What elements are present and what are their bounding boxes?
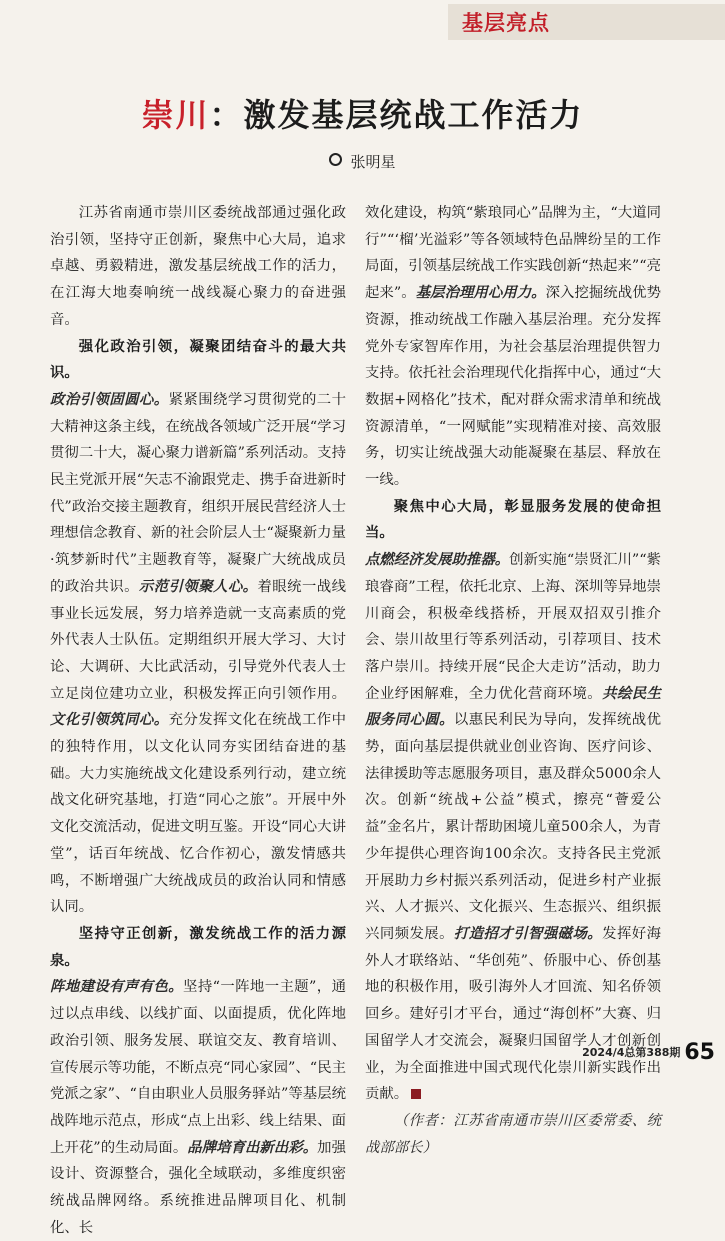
text-1-1: 紧紧围绕学习贯彻党的二十大精神这条主线，在统战各领域广泛开展“学习贯彻二十大，凝心聚力谱新篇”系列活动。支持民主党派开展“矢志不渝跟党走、携手奋进新时代”政治交接主题教育，组织开展民营经济人士理想信念教育、新的社会阶层人士“凝聚新力量·筑梦新时代”主题教育等，凝聚广大统战成员的政治共识。 (50, 391, 346, 595)
subhead-1-1: 政治引领固圆心。 (50, 390, 169, 408)
page-footer (582, 1040, 715, 1065)
author-line (0, 151, 725, 172)
text-3-2: 以惠民利民为导向，发挥统战优势，面向基层提供就业创业咨询、医疗问诊、法律援助等志愿服务项目，惠及群众5000余人次。创新“统战+公益”模式，擦亮“薈爱公益”金名片，累计帮助困境儿童500余人，为青少年提供心理咨询100余次。支持各民主党派开展助力乡村振兴系列活动，促进乡村产业振兴、人才振兴、文化振兴、生态振兴、组织振兴同频发展。 (365, 712, 661, 942)
subhead-3-2: 共绘民生服务同心圆。 (365, 684, 661, 729)
subhead-1-2: 示范引领聚人心。 (138, 577, 258, 595)
page-number: 65 (684, 1040, 715, 1065)
subhead-3-3: 打造招才引智强磁场。 (453, 924, 603, 942)
section-2-continued (365, 200, 661, 494)
end-square-icon (411, 1089, 421, 1099)
subhead-2-2: 品牌培育出新出彩。 (187, 1138, 318, 1156)
author-name: 张明星 (350, 153, 396, 171)
subhead-2-3: 基层治理用心用力。 (415, 284, 546, 302)
section-3-body (365, 547, 661, 1108)
section-heading-1: 强化政治引领，凝聚团结奋斗的最大共识。 (50, 337, 346, 382)
title-colon: ： (209, 96, 244, 134)
text-3-3: 发挥好海外人才联络站、“华创苑”、侨服中心、侨创基地的积极作用，吸引海外人才回流、知名侨领回乡。建好引才平台，通过“海创杯”大赛、归国留学人才交流会，凝聚归国留学人才创新创业，为全面推进中国式现代化崇川新实践作出贡献。 (365, 925, 661, 1103)
title-rest: 激发基层统战工作活力 (243, 96, 584, 134)
author-marker-icon (329, 153, 342, 166)
text-2-2: 加强设计、资源整合，强化全域联动，多维度织密统战品牌网络。系统推进品牌项目化、机制化、长 (50, 1139, 346, 1236)
text-3-1: 创新实施“崇贤汇川”“紫琅睿商”工程，依托北京、上海、深圳等异地崇川商会，积极牵线搭桥，开展双招双引推介会、崇川故里行等系列活动，引荐项目、技术落户崇川。持续开展“民企大走访”活动，助力企业纾困解难，全力优化营商环境。 (365, 552, 661, 702)
text-1-2: 着眼统一战线事业长远发展，努力培养造就一支高素质的党外代表人士队伍。定期组织开展大学习、大讨论、大调研、大比武活动，引导党外代表人士立足岗位建功立业，积极发挥正向引领作用。 (50, 578, 346, 702)
subhead-2-1: 阵地建设有声有色。 (50, 978, 184, 996)
title-place: 崇川 (141, 96, 210, 134)
article-title (0, 90, 725, 136)
subhead-1-3: 文化引领筑同心。 (50, 711, 169, 729)
issue-info: 2024/4总第388期 (582, 1046, 681, 1059)
text-2-2-cont: 效化建设，构筑“紫琅同心”品牌为主，“大道同行”“‘榴’光溢彩”等各领域特色品牌纷呈的工作局面，引领基层统战工作实践创新“热起来”“亮起来”。 (365, 205, 661, 302)
text-2-3: 深入挖掘统战优势资源，推动统战工作融入基层治理。充分发挥党外专家智库作用，为社会基层治理提供智力支持。依托社会治理现代化指挥中心，通过“大数据+网格化”技术，配对群众需求清单和统战资源清单，“一网赋能”实现精准对接、高效服务，切实让统战强大动能凝聚在基层、释放在一线。 (365, 285, 661, 489)
section-heading-2: 坚持守正创新，激发统战工作的活力源泉。 (50, 924, 346, 969)
text-1-3: 充分发挥文化在统战工作中的独特作用，以文化认同夯实团结奋进的基础。大力实施统战文化建设系列行动，建立统战文化研究基地，打造“同心之旅”。开展中外文化交流活动，促进文明互鉴。开设“同心大讲堂”，话百年统战、忆合作初心，激发情感共鸣，不断增强广大统战成员的政治认同和情感认同。 (50, 712, 346, 916)
section-label: 基层亮点 (462, 11, 550, 35)
section-heading-3: 聚焦中心大局，彰显服务发展的使命担当。 (365, 497, 661, 542)
section-tab (448, 4, 725, 40)
subhead-3-1: 点燃经济发展助推器。 (365, 551, 510, 569)
text-2-1: 坚持“一阵地一主题”，通过以点串线、以线扩面、以面提质，优化阵地政治引领、服务发展、联谊交友、教育培训、宣传展示等功能，不断点亮“同心家园”、“民主党派之家”、“自由职业人员服务驿站”等基层统战阵地示范点，形成“点上出彩、线上结果、面上开花”的生动局面。 (50, 979, 346, 1156)
left-column (50, 200, 346, 1241)
right-column (365, 200, 661, 1161)
intro-paragraph: 江苏省南通市崇川区委统战部通过强化政治引领，坚持守正创新，聚焦中心大局，追求卓越、勇毅精进，激发基层统战工作的活力，在江海大地奏响统一战线凝心聚力的奋进强音。 (50, 205, 346, 328)
section-2-body (50, 974, 346, 1241)
section-1-body (50, 387, 346, 921)
author-note: （作者：江苏省南通市崇川区委常委、统战部部长） (365, 1112, 661, 1156)
